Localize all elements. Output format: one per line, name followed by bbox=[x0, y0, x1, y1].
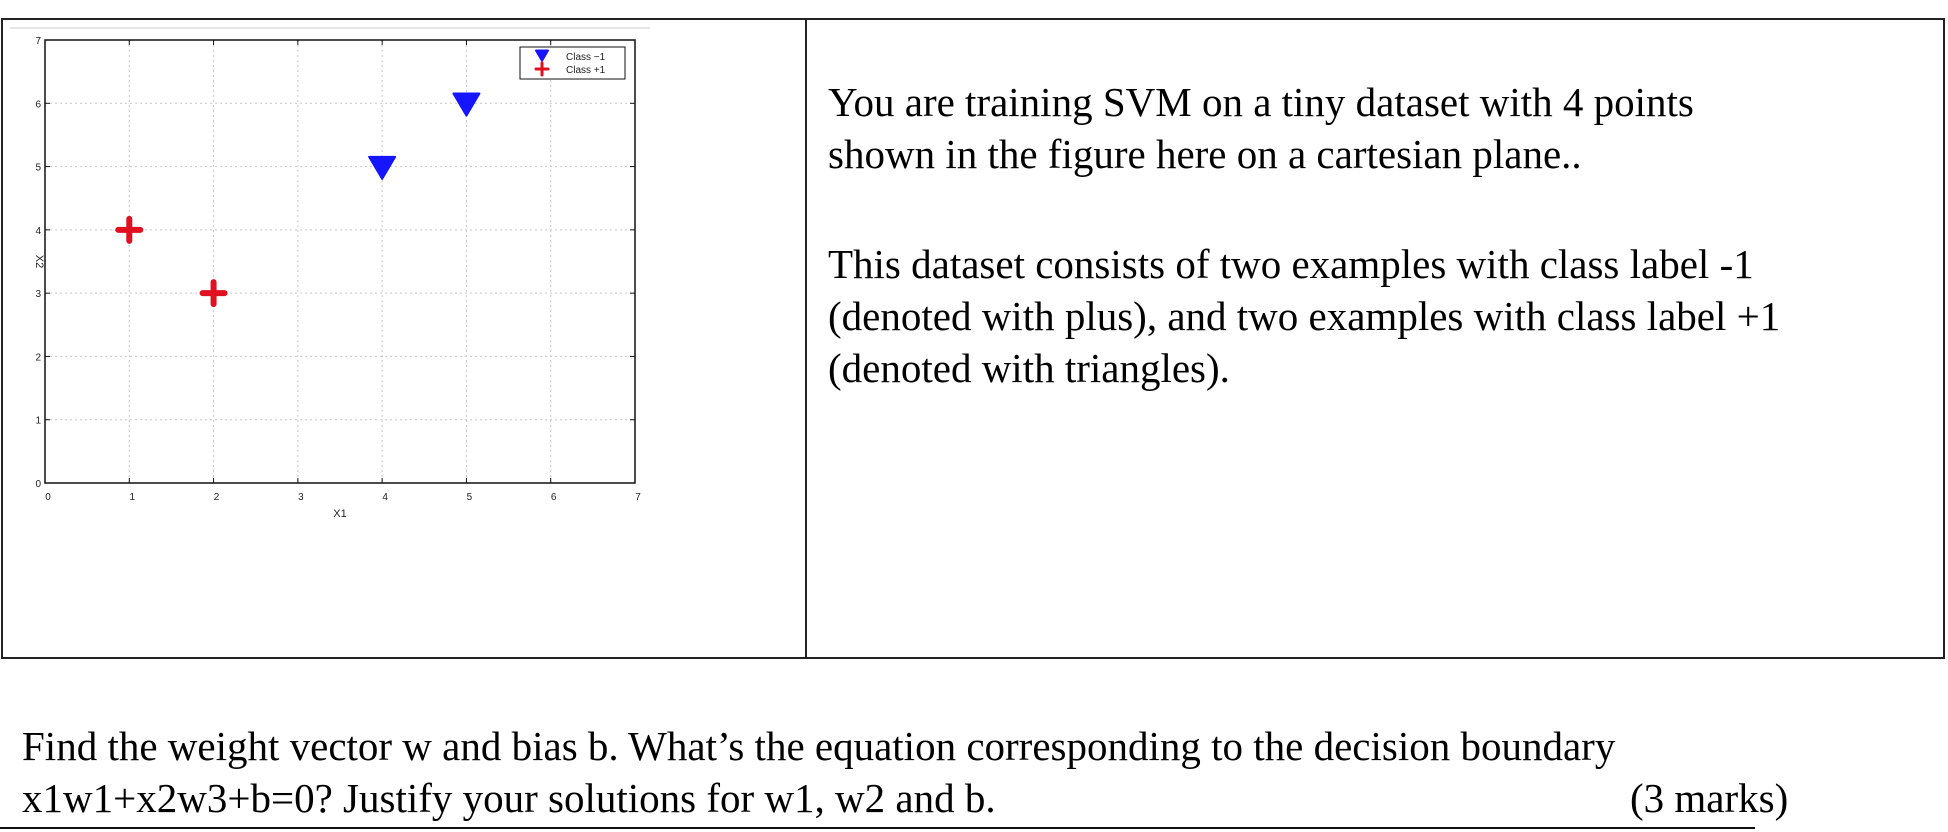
table-cell-divider bbox=[805, 18, 807, 659]
question-line bbox=[22, 772, 1922, 824]
x-tick-label: 5 bbox=[466, 492, 473, 503]
question-line-text: x1w1+x2w3+b=0? Justify your solutions for w1, w2 and b. bbox=[22, 775, 996, 821]
y-tick-label: 1 bbox=[35, 415, 41, 427]
x-tick-label: 7 bbox=[635, 492, 641, 503]
y-tick-label: 6 bbox=[35, 99, 41, 111]
question-underline bbox=[0, 827, 1755, 829]
plot-area bbox=[45, 40, 635, 483]
y-axis-label: X2 bbox=[33, 254, 45, 269]
legend-label: Class −1 bbox=[566, 52, 606, 63]
description-paragraph-1 bbox=[828, 76, 1938, 180]
x-tick-label: 4 bbox=[382, 492, 388, 503]
description-line: shown in the figure here on a cartesian plane.. bbox=[828, 131, 1582, 177]
x-axis-label: X1 bbox=[333, 508, 347, 520]
legend-label: Class +1 bbox=[566, 65, 606, 76]
description-line: This dataset consists of two examples with class label -1 bbox=[828, 241, 1754, 287]
description-line: (denoted with plus), and two examples with class label +1 bbox=[828, 293, 1781, 339]
y-tick-label: 3 bbox=[35, 289, 41, 301]
x-tick-label: 3 bbox=[298, 492, 304, 503]
question-line: Find the weight vector w and bias b. What’s the equation corresponding to the decision boundary bbox=[22, 723, 1616, 769]
scatter-chart bbox=[0, 20, 800, 650]
question-text bbox=[22, 720, 1922, 824]
y-tick-label: 4 bbox=[35, 225, 41, 237]
description-paragraph-2 bbox=[828, 238, 1938, 394]
x-tick-label: 6 bbox=[550, 492, 557, 503]
y-tick-label: 5 bbox=[35, 162, 41, 174]
y-tick-label: 2 bbox=[35, 352, 41, 364]
x-tick-label: 0 bbox=[45, 492, 51, 503]
x-tick-label: 2 bbox=[213, 492, 220, 503]
x-tick-label: 1 bbox=[129, 492, 136, 503]
y-tick-label: 7 bbox=[35, 36, 41, 47]
description-line: You are training SVM on a tiny dataset with 4 points bbox=[828, 79, 1694, 125]
description-line: (denoted with triangles). bbox=[828, 345, 1230, 391]
y-tick-label: 0 bbox=[35, 479, 41, 490]
marks-label: (3 marks) bbox=[1630, 775, 1789, 821]
